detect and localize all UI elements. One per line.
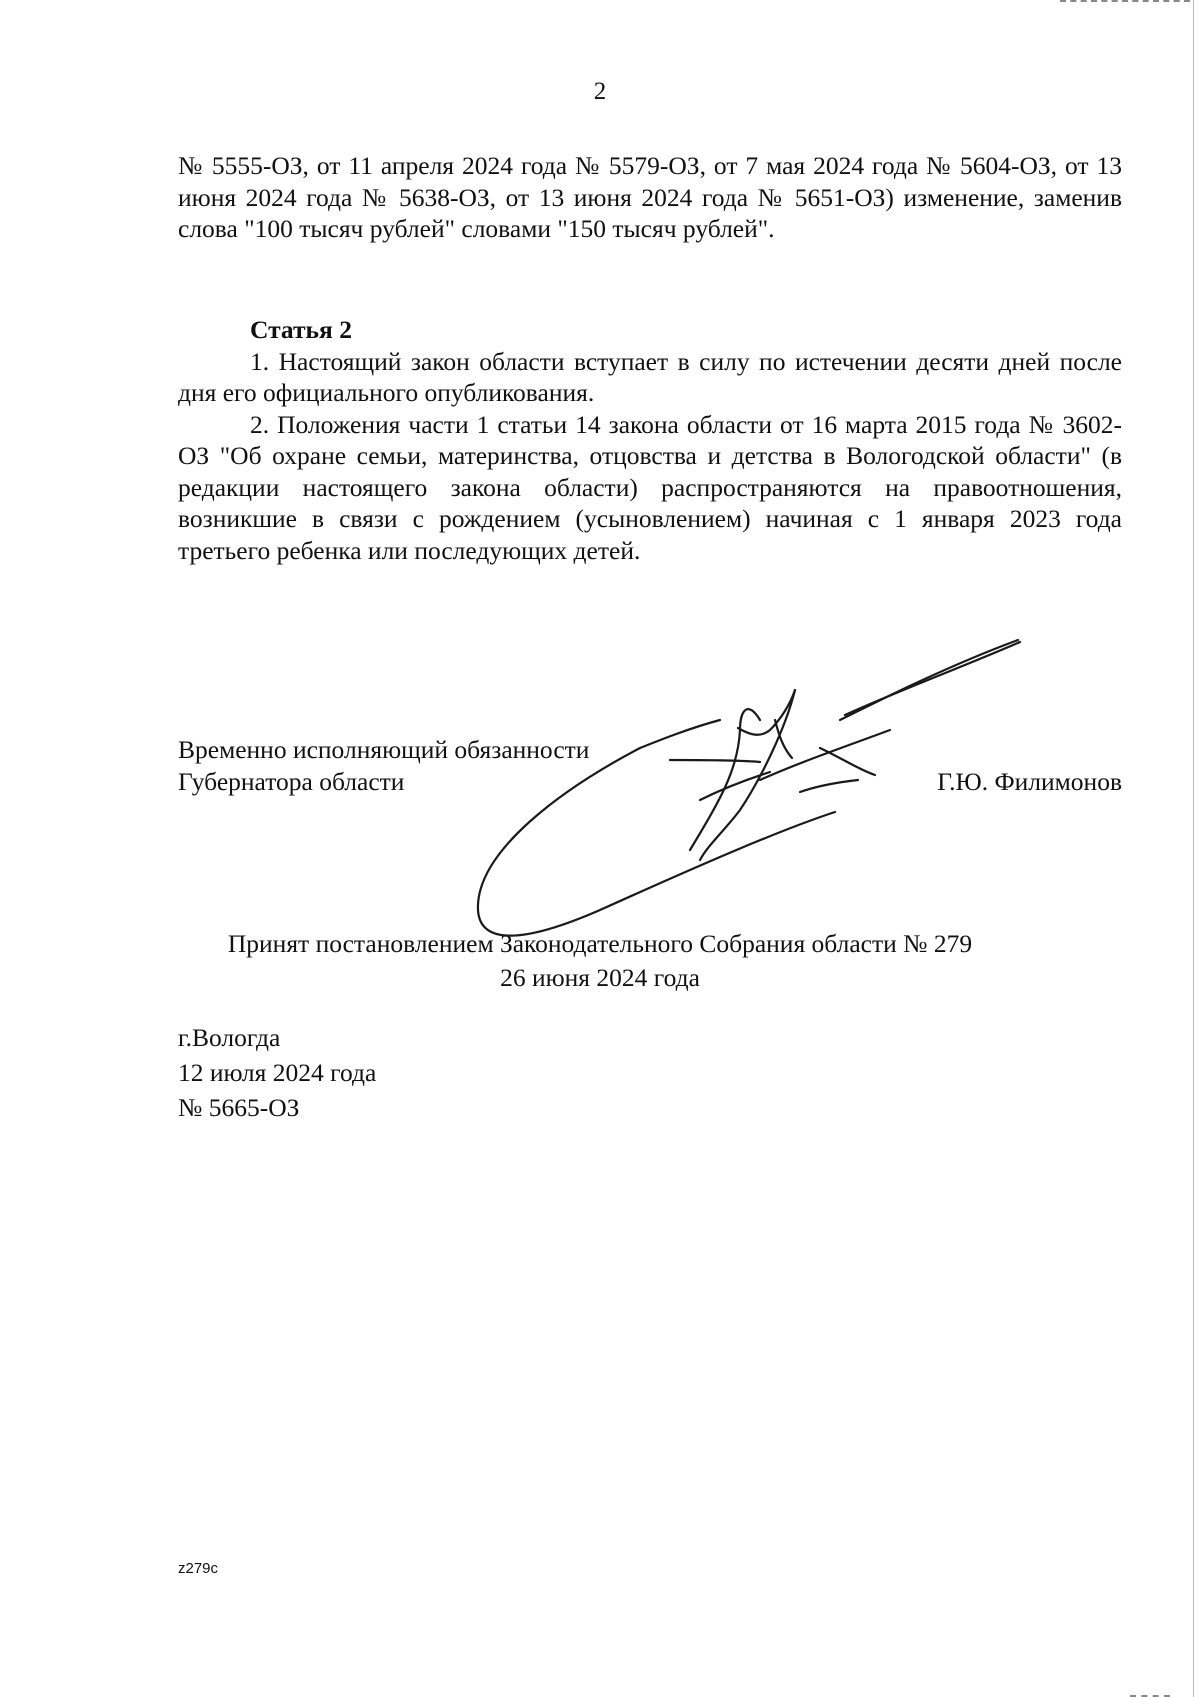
signatory-name: Г.Ю. Филимонов <box>937 767 1122 796</box>
intro-paragraph-block <box>178 150 1122 245</box>
article-2-block <box>178 314 1122 566</box>
city: г.Вологда <box>178 1023 281 1052</box>
article-paragraph-2: 2. Положения части 1 статьи 14 закона области от 16 марта 2015 года № 3602-ОЗ "Об охране семьи, материнства, отцовства и детства в Вологодской области" (в редакции настоящего закона области) распространяются на правоотношения, возникшие в связи с рождением (усыновлением) начиная с 1 января 2023 года третьего ребенка или последующих детей. <box>178 409 1122 565</box>
document-code: z279с <box>178 1560 219 1577</box>
intro-paragraph: № 5555-ОЗ, от 11 апреля 2024 года № 5579-ОЗ, от 7 мая 2024 года № 5604-ОЗ, от 13 июня 2024 года № 5638-ОЗ, от 13 июня 2024 года № 5651-ОЗ) изменение, заменив слова "100 тысяч рублей" словами "150 тысяч рублей". <box>178 151 1122 243</box>
scan-corner-mark <box>1060 0 1190 6</box>
signatory-title-line-2: Губернатора области <box>178 767 405 796</box>
adoption-note <box>0 927 1200 995</box>
signatory-title-line-1: Временно исполняющий обязанности <box>178 735 590 764</box>
adoption-date: 26 июня 2024 года <box>500 963 700 992</box>
article-paragraph-1: 1. Настоящий закон области вступает в силу по истечении десяти дней после дня его официального опубликования. <box>178 346 1122 407</box>
place-date-block <box>178 1020 376 1125</box>
law-number: № 5665-ОЗ <box>178 1093 300 1122</box>
signing-date: 12 июля 2024 года <box>178 1058 377 1087</box>
signatory-title <box>178 734 589 798</box>
scan-corner-mark-bottom <box>1130 1691 1170 1697</box>
article-heading: Статья 2 <box>250 315 352 344</box>
adoption-line-1: Принят постановлением Законодательного Собрания области № 279 <box>227 929 973 958</box>
scan-edge-line <box>1193 0 1194 1697</box>
page-number: 2 <box>593 78 607 105</box>
